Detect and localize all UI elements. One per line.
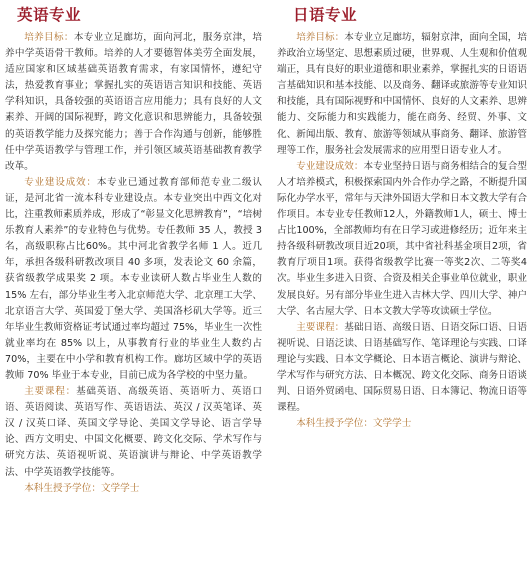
- english-degree-paragraph: [5, 481, 262, 497]
- japanese-degree-paragraph: [277, 416, 527, 432]
- japanese-goal-paragraph: [277, 30, 527, 159]
- english-goal-label: 培养目标：: [24, 32, 74, 43]
- japanese-course-label: 主要课程：: [296, 321, 345, 333]
- english-course-paragraph: [5, 384, 262, 481]
- japanese-major-title: 日语专业: [293, 6, 358, 24]
- english-build-label: 专业建设成效：: [24, 176, 97, 188]
- english-build-paragraph: [5, 175, 262, 384]
- japanese-build-label: 专业建设成效：: [296, 160, 364, 172]
- english-degree-label: 本科生授予学位：: [24, 482, 101, 494]
- japanese-build-text: 本专业坚持日语与商务相结合的复合型人才培养模式，积极探索国内外合作办学之路，不断提升国际化办学水平，常年与天津外国语大学和日本文教大学有合作项目。本专业专任教师12人，外籍教师1人，硕士、博士占比100%，全部教师均有在日学习或进修经历；近年来主持各级科研教改项目近20项，其中省社科基金项目2项，省教育厅项目1项。获得省级教学比赛一等奖2次、二等奖4次。毕业生多进入日资、合资及相关企事业单位就业，职业发展良好。另有部分毕业生进入吉林大学、四川大学、神户大学、名古屋大学、日本文教大学等攻读硕士学位。: [277, 160, 528, 317]
- japanese-build-paragraph: [277, 159, 527, 320]
- japanese-goal-text: 本专业立足廊坊，辐射京津，面向全国，培养政治立场坚定、思想素质过硬，世界观、人生观和价值观端正，具有良好的职业道德和职业素养，掌握扎实的日语语言基础知识和基本技能、以及商务、翻译或旅游等专业知识和技能，具有国际视野和中国情怀、良好的人文素养、思辨能力、交际能力和实践能力，能在商务、经贸、外事、文化、新闻出版、教育、旅游等领域从事商务、翻译、旅游管理等工作，服务社会发展需求的应用型日语专业人才。: [277, 32, 528, 156]
- english-major-column: [5, 0, 262, 497]
- english-degree-text: 文学学士: [100, 482, 140, 494]
- english-course-label: 主要课程：: [24, 386, 77, 398]
- english-goal-text: 本专业立足廊坊，面向河北，服务京津，培养中学英语骨干教师。培养的人才要德智体美劳全面发展，适应国家和区域基础英语教育需求，有家国情怀，遵纪守法，热爱教育事业；掌握扎实的英语语言知识和技能、英语学科知识，具备较强的英语语言应用能力；具有良好的人文素养、开阔的国际视野，跨文化意识和思辨能力，具备较强的英语教学能力及探究能力；善于合作沟通与创新，能够胜任中学英语教学与管理工作，并引领区域英语基础教育教学改革。: [5, 32, 263, 172]
- japanese-degree-label: 本科生授予学位：: [296, 418, 373, 430]
- japanese-course-text: 基础日语、高级日语、日语交际口语、日语视听说、日语泛读、日语基础写作、笔译理论与实践、口译理论与实践、日本文学概论、日本语言概论、演讲与辩论、学术写作与研究方法、日本概况、跨文化交际、商务日语谈判、日语外贸函电、国际贸易日语、日本簿记、物流日语等课程。: [277, 321, 528, 414]
- english-major-title: 英语专业: [17, 6, 82, 24]
- english-build-text: 本专业已通过教育部师范专业二级认证，是河北省一流本科专业建设点。本专业突出中西文化对比，注重教师素质养成，形成了“彰显文化思辨教育”，“培树乐教育人素养”的专业特色与优势。专任教师 35 人，教授 3 名，高级职称占比60%。其中河北省教学名师 1 人。近几年，承担各级科研教改项目 40 多项，发表论文 60 余篇，获省级教学成果奖 2 项。本专业读研人数占毕业生人数的15% 左右，部分毕业生考入北京师范大学、北京理工大学、北京语言大学、英国爱丁堡大学、美国洛杉矶大学等。近三年毕业生教师资格证考试通过率均超过 75%，毕业生一次性就业率均在 85% 以上，从事教育行业的毕业生人数约占 70%，主要在中小学和教育机构工作。廊坊区域中学的英语教师 70% 毕业于本专业，目前已成为各学校的中坚力量。: [5, 176, 263, 381]
- japanese-degree-text: 文学学士: [372, 418, 412, 430]
- english-goal-paragraph: [5, 30, 262, 175]
- japanese-goal-label: 培养目标：: [296, 32, 345, 43]
- japanese-major-column: [277, 0, 527, 432]
- japanese-course-paragraph: [277, 320, 527, 417]
- english-course-text: 基础英语、高级英语、英语听力、英语口语、英语阅读、英语写作、英语语法、英汉 / 汉英笔译、英汉 / 汉英口译、英国文学导论、美国文学导论、语言学导论、西方文明史、中国文化概要、跨文化交际、学术写作与研究方法、英语视听说、英语演讲与辩论、中学英语教学法、中学英语教学技能等。: [5, 386, 263, 478]
